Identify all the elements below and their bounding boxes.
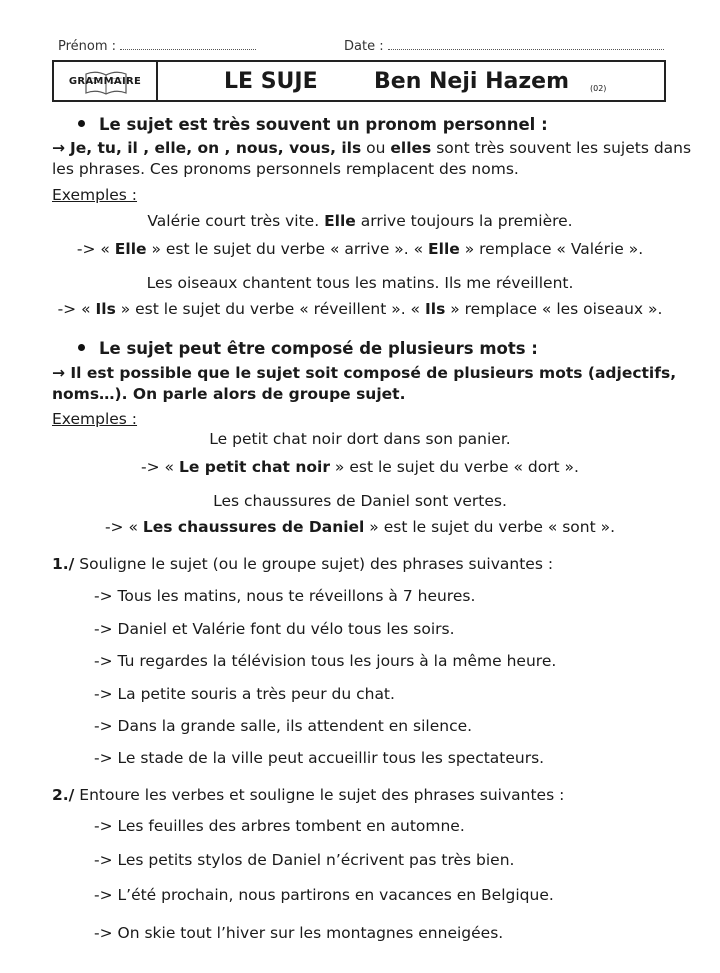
ex-text: -> «: [57, 300, 96, 318]
sheet-code: (02): [590, 84, 607, 93]
section1-example1: [52, 212, 668, 230]
section2-example1: Le petit chat noir dort dans son panier.: [209, 430, 511, 448]
bullet-icon: [78, 344, 85, 351]
exercise1-item: -> Tu regardes la télévision tous les jours à la même heure.: [94, 652, 557, 670]
page-title: LE SUJE: [224, 68, 318, 94]
logo-text: GRAMMAIRE: [68, 75, 142, 87]
ex-text: Valérie court très vite.: [147, 212, 325, 230]
ex-text: » est le sujet du verbe « réveillent ». «: [115, 300, 425, 318]
ex-bold: Ils: [95, 300, 116, 318]
section2-example2: Les chaussures de Daniel sont vertes.: [213, 492, 507, 510]
exercise1-item: -> Tous les matins, nous te réveillons à 7 heures.: [94, 587, 476, 605]
prenom-blank: [120, 38, 256, 50]
section2-line1: → Il est possible que le sujet soit composé de plusieurs mots (adjectifs,: [52, 364, 677, 382]
exercise1-instruction: [52, 555, 553, 573]
section1-example1-explanation: [52, 240, 668, 258]
ex-text: » remplace « Valérie ».: [459, 240, 644, 258]
exercise1-item: -> La petite souris a très peur du chat.: [94, 685, 395, 703]
date-blank: [388, 38, 664, 50]
header-box: [52, 60, 666, 102]
ex-bold: Elle: [428, 240, 460, 258]
section1-line2: les phrases. Ces pronoms personnels remplacent des noms.: [52, 160, 519, 178]
ex-text: » est le sujet du verbe « dort ».: [330, 458, 579, 476]
ex-bold: Elle: [324, 212, 356, 230]
prenom-label: Prénom :: [58, 39, 117, 54]
ex-text: arrive toujours la première.: [355, 212, 573, 230]
section1-heading-text: Le sujet est très souvent un pronom personnel :: [99, 115, 548, 134]
section1-line1: [52, 139, 691, 157]
exercise-number: 2./: [52, 786, 75, 804]
ex-text: » est le sujet du verbe « arrive ». «: [146, 240, 429, 258]
prenom-field: [58, 38, 256, 54]
exercise-number: 1./: [52, 555, 75, 573]
section2-line2: noms…). On parle alors de groupe sujet.: [52, 385, 406, 403]
bullet-icon: [78, 120, 85, 127]
arrow-icon: →: [52, 139, 65, 157]
ex-bold: Les chaussures de Daniel: [142, 518, 365, 536]
date-label: Date :: [344, 39, 384, 54]
section2-example1-explanation: [52, 458, 668, 476]
line1-rest: sont très souvent les sujets dans: [431, 139, 692, 157]
ex-text: » remplace « les oiseaux ».: [445, 300, 663, 318]
exercise-instruction-text: Souligne le sujet (ou le groupe sujet) des phrases suivantes :: [74, 555, 554, 573]
exercise-instruction-text: Entoure les verbes et souligne le sujet des phrases suivantes :: [74, 786, 565, 804]
section1-example2-explanation: [52, 300, 668, 318]
ex-text: » est le sujet du verbe « sont ».: [364, 518, 616, 536]
section2-example2-explanation: [52, 518, 668, 536]
ex-bold: Le petit chat noir: [178, 458, 330, 476]
ex-bold: Elle: [114, 240, 147, 258]
date-field: [344, 38, 664, 54]
exercise2-instruction: [52, 786, 564, 804]
grammaire-logo: [54, 62, 158, 100]
exercise2-item: -> L’été prochain, nous partirons en vacances en Belgique.: [94, 886, 554, 904]
ex-text: -> «: [141, 458, 179, 476]
section1-heading: [78, 115, 548, 134]
exercise1-item: -> Le stade de la ville peut accueillir tous les spectateurs.: [94, 749, 545, 767]
exercise1-item: -> Dans la grande salle, ils attendent en silence.: [94, 717, 473, 735]
exercise1-item: -> Daniel et Valérie font du vélo tous les soirs.: [94, 620, 455, 638]
exercise2-item: -> On skie tout l’hiver sur les montagnes enneigées.: [94, 924, 504, 942]
section2-heading-text: Le sujet peut être composé de plusieurs mots :: [99, 339, 538, 358]
pronoun-list: Je, tu, il , elle, on , nous, vous, ils: [69, 139, 362, 157]
section2-heading: [78, 339, 538, 358]
exercise2-item: -> Les feuilles des arbres tombent en automne.: [94, 817, 465, 835]
ou-text: ou: [361, 139, 391, 157]
elles-text: elles: [390, 139, 432, 157]
ex-text: -> «: [104, 518, 143, 536]
author-name: Ben Neji Hazem: [374, 68, 569, 94]
section1-example2: Les oiseaux chantent tous les matins. Ils me réveillent.: [146, 274, 574, 292]
section1-examples-label: Exemples :: [52, 186, 138, 204]
ex-bold: Ils: [424, 300, 446, 318]
ex-text: -> «: [76, 240, 115, 258]
exercise2-item: -> Les petits stylos de Daniel n’écrivent pas très bien.: [94, 851, 515, 869]
section2-examples-label: Exemples :: [52, 410, 138, 428]
